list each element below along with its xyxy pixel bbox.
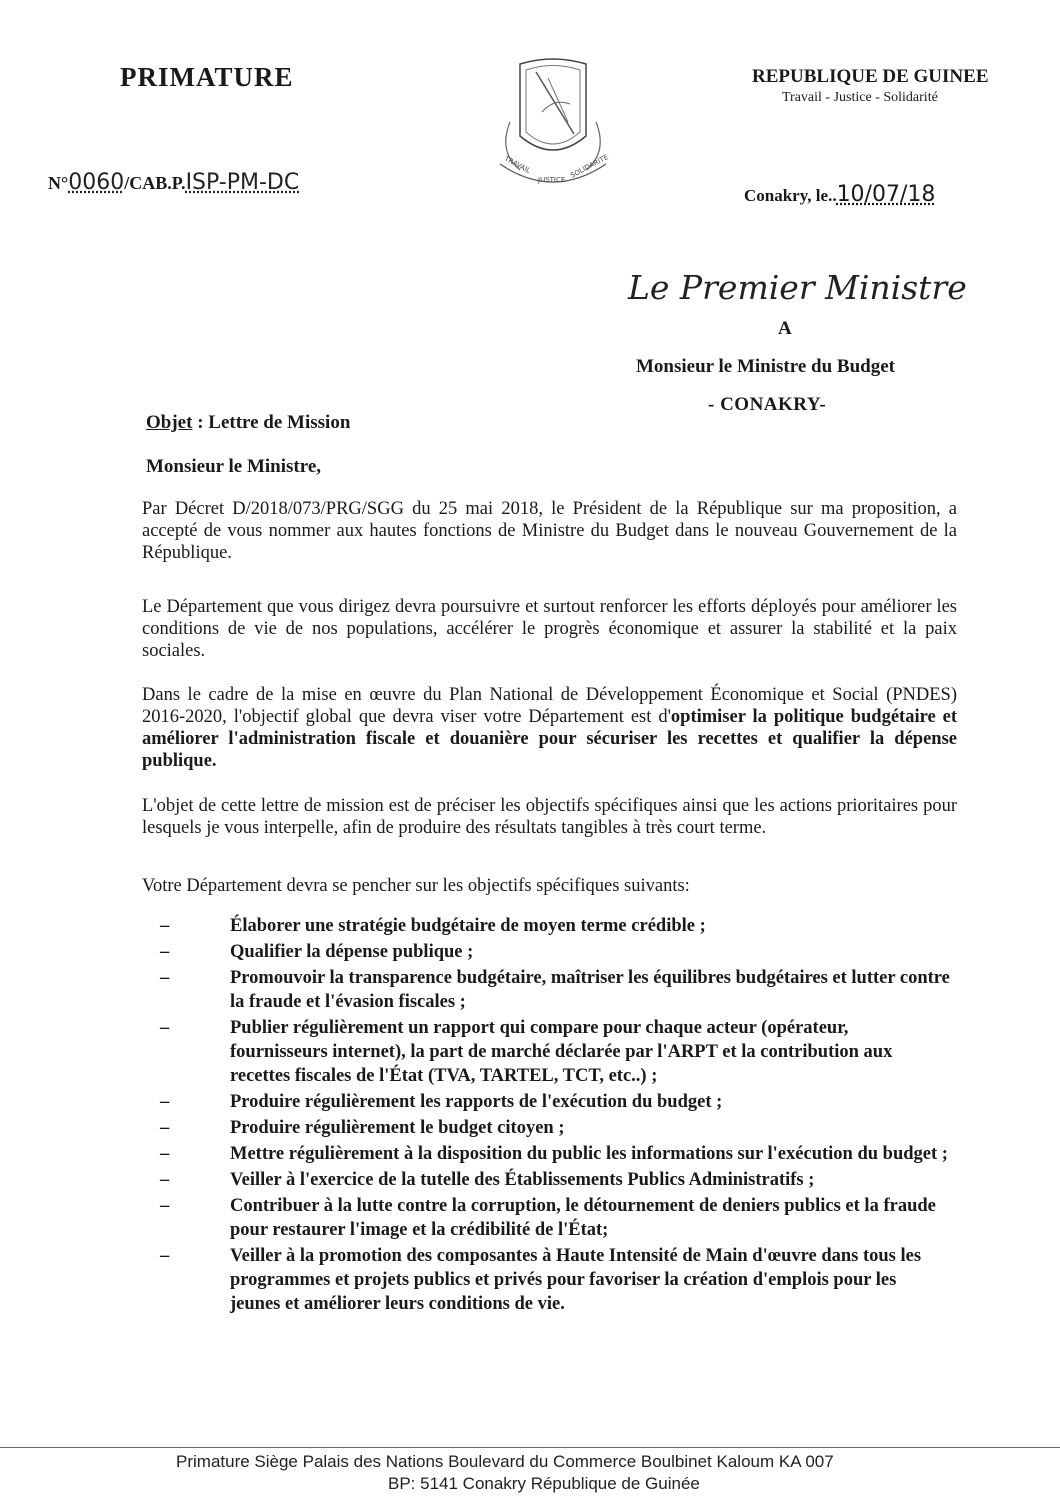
reference-number [48,170,299,195]
coat-of-arms-emblem [490,52,616,192]
date-handwritten-value: 10/07/18 [836,182,936,207]
to-label: A [778,318,792,339]
list-item: – Veiller à l'exercice de la tutelle des Établissements Publics Administratifs ; [160,1170,815,1190]
letter-date: Conakry, le..10/07/18 [744,182,936,207]
list-item: – Élaborer une stratégie budgétaire de moyen terme crédible ; [160,916,706,936]
subject-value: Lettre de Mission [208,412,351,433]
country-name: REPUBLIQUE DE GUINEE [752,66,989,87]
list-item: – Promouvoir la transparence budgétaire, maîtriser les équilibres budgétaires et lutter contre la fraude et l'évasion fiscales ; [160,968,950,1012]
list-item: – Veiller à la promotion des composantes à Haute Intensité de Main d'œuvre dans tous les programmes et projets publics et privés pour favoriser la création d'emplois pour les jeunes et améliorer leurs conditions de vie. [160,1246,922,1314]
reference-cab: /CAB.P. [124,173,186,193]
list-item: – Contribuer à la lutte contre la corruption, le détournement de deniers publics et la fraude pour restaurer l'image et la crédibilité de l'État; [160,1196,936,1240]
paragraph-purpose: L'objet de cette lettre de mission est de préciser les objectifs spécifiques ainsi que les actions prioritaires pour lesquels je vous interpelle, afin de produire des résultats tangibles à très court terme. [142,796,957,838]
subject-label: Objet [146,412,193,433]
addressee-city: - CONAKRY- [708,394,827,415]
subject-separator: : [192,412,209,433]
list-item: – Qualifier la dépense publique ; [160,942,474,962]
paragraph-objective-bold: optimiser la politique budgétaire et améliorer l'administration fiscale et douanière pour sécuriser les recettes et qualifier la dépense publique. [142,707,957,771]
subject-line [146,412,350,434]
emblem-motto-center: JUSTICE [538,176,566,184]
footer-po-box: BP: 5141 Conakry République de Guinée [388,1474,700,1493]
paragraph-decree: Par Décret D/2018/073/PRG/SGG du 25 mai 2018, le Président de la République sur ma proposition, a accepté de vous nommer aux hautes fonctions de Ministre du Budget dans le nouveau Gouvernement de la République. [142,499,957,563]
list-item: – Mettre régulièrement à la disposition du public les informations sur l'exécution du budget ; [160,1144,948,1164]
objectives-intro: Votre Département devra se pencher sur les objectifs spécifiques suivants: [142,876,690,896]
salutation: Monsieur le Ministre, [146,456,322,477]
addressee: Monsieur le Ministre du Budget [636,356,895,377]
list-item: – Produire régulièrement le budget citoyen ; [160,1118,565,1138]
emblem-motto-left: TRAVAIL [503,154,532,176]
paragraph-objective-text: Dans le cadre de la mise en œuvre du Plan National de Développement Économique et Social (PNDES) 2016-2020, l'objectif global que devra viser votre Département est d' [142,685,957,727]
paragraph-department: Le Département que vous dirigez devra poursuivre et surtout renforcer les efforts déployés pour améliorer les conditions de vie de nos populations, accélérer le progrès économique et assurer la stabilité et la paix sociales. [142,597,957,661]
footer-divider [0,1447,1060,1448]
date-prefix: Conakry, le [744,186,829,205]
reference-handwritten-suffix: ISP-PM-DC [185,170,300,195]
reference-prefix: N° [48,173,69,193]
list-item: – Publier régulièrement un rapport qui compare pour chaque acteur (opérateur, fournisseurs internet), la part de marché déclarée par l'ARPT et la contribution aux recettes fiscales de l'État (TVA, TARTEL, TCT, etc..) ; [160,1018,893,1086]
sender-title: Le Premier Ministre [628,268,967,307]
list-item: – Produire régulièrement les rapports de l'exécution du budget ; [160,1092,723,1112]
paragraph-objective [142,684,957,772]
reference-handwritten-number: 0060 [68,170,125,195]
national-motto: Travail - Justice - Solidarité [782,90,938,105]
emblem-motto-right: SOLIDARITE [569,153,610,180]
issuer-title: PRIMATURE [120,62,294,92]
objectives-list [160,914,950,1316]
footer-address: Primature Siège Palais des Nations Boulevard du Commerce Boulbinet Kaloum KA 007 [176,1452,834,1471]
